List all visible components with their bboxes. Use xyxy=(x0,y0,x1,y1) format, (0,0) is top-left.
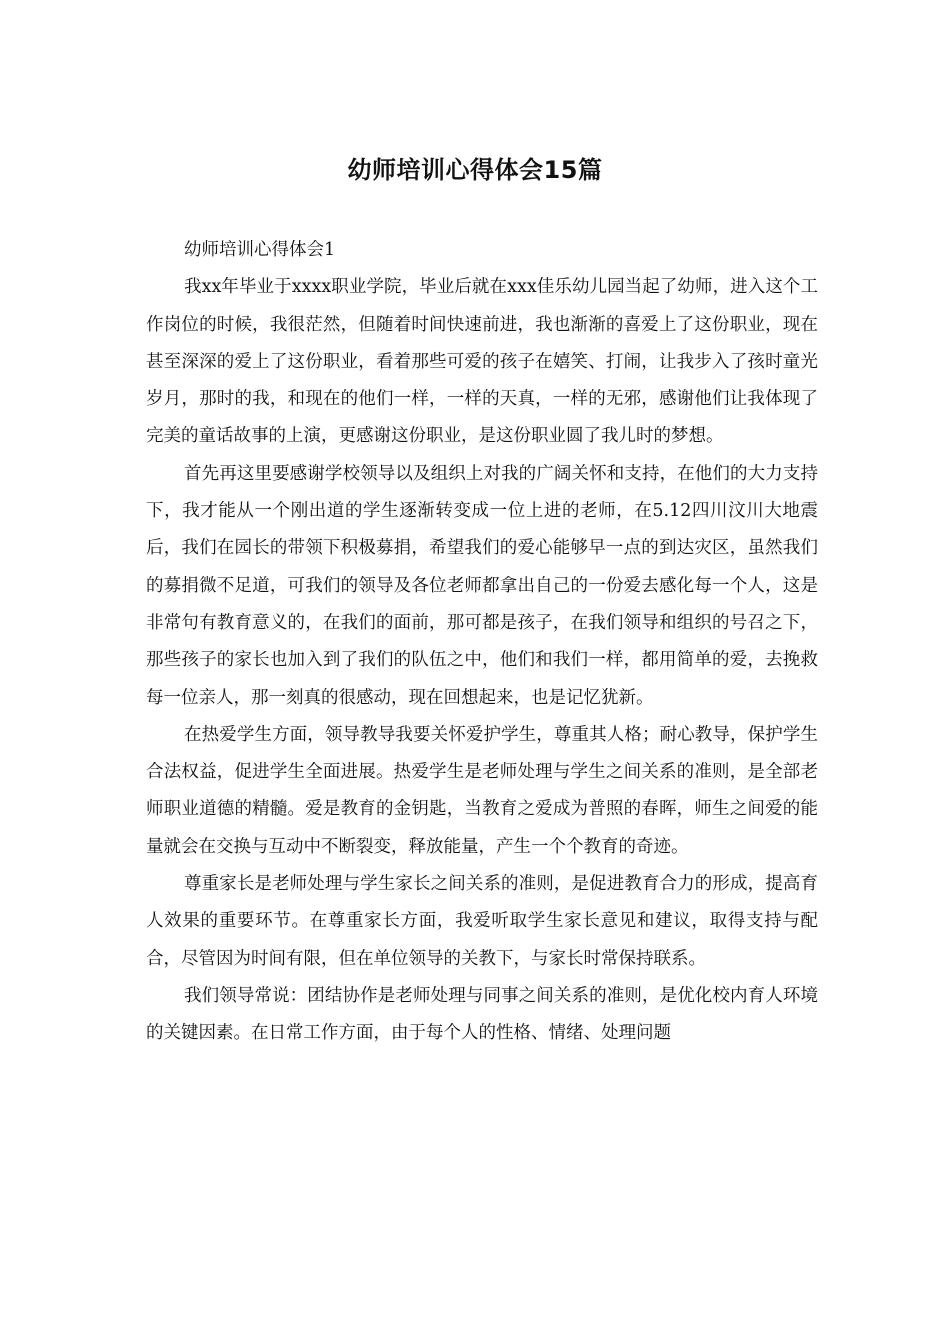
paragraph-2: 首先再这里要感谢学校领导以及组织上对我的广阔关怀和支持，在他们的大力支持下，我才能从一个刚出道的学生逐渐转变成一位上进的老师，在5.12四川汶川大地震后，我们在园长的带领下积极募捐，希望我们的爱心能够早一点的到达灾区，虽然我们的募捐微不足道，可我们的领导及各位老师都拿出自己的一份爱去感化每一个人，这是非常句有教育意义的，在我们的面前，那可都是孩子，在我们领导和组织的号召之下，那些孩子的家长也加入到了我们的队伍之中，他们和我们一样，都用简单的爱，去挽救每一位亲人，那一刻真的很感动，现在回想起来，也是记忆犹新。 xyxy=(146,463,818,708)
paragraph-5: 我们领导常说：团结协作是老师处理与同事之间关系的准则，是优化校内育人环境的关键因素。在日常工作方面，由于每个人的性格、情绪、处理问题 xyxy=(146,985,818,1044)
section-title: 幼师培训心得体会1 xyxy=(184,240,336,260)
paragraph-1: 我xx年毕业于xxxx职业学院，毕业后就在xxx佳乐幼儿园当起了幼师，进入这个工作岗位的时候，我很茫然，但随着时间快速前进，我也渐渐的喜爱上了这份职业，现在甚至深深的爱上了这份职业，看着那些可爱的孩子在嬉笑、打闹，让我步入了孩时童光岁月，那时的我，和现在的他们一样，一样的天真，一样的无邪，感谢他们让我体现了完美的童话故事的上演，更感谢这份职业，是这份职业圆了我儿时的梦想。 xyxy=(146,277,818,447)
paragraph-3: 在热爱学生方面，领导教导我要关怀爱护学生，尊重其人格；耐心教导，保护学生合法权益，促进学生全面进展。热爱学生是老师处理与学生之间关系的准则，是全部老师职业道德的精髓。爱是教育的金钥匙，当教育之爱成为普照的春晖，师生之间爱的能量就会在交换与互动中不断裂变，释放能量，产生一个个教育的奇迹。 xyxy=(146,724,818,857)
document-title: 幼师培训心得体会15篇 xyxy=(347,156,603,184)
paragraph-4: 尊重家长是老师处理与学生家长之间关系的准则，是促进教育合力的形成，提高育人效果的重要环节。在尊重家长方面，我爱听取学生家长意见和建议，取得支持与配合，尽管因为时间有限，但在单位领导的关教下，与家长时常保持联系。 xyxy=(146,874,818,969)
document-body xyxy=(146,232,818,1053)
